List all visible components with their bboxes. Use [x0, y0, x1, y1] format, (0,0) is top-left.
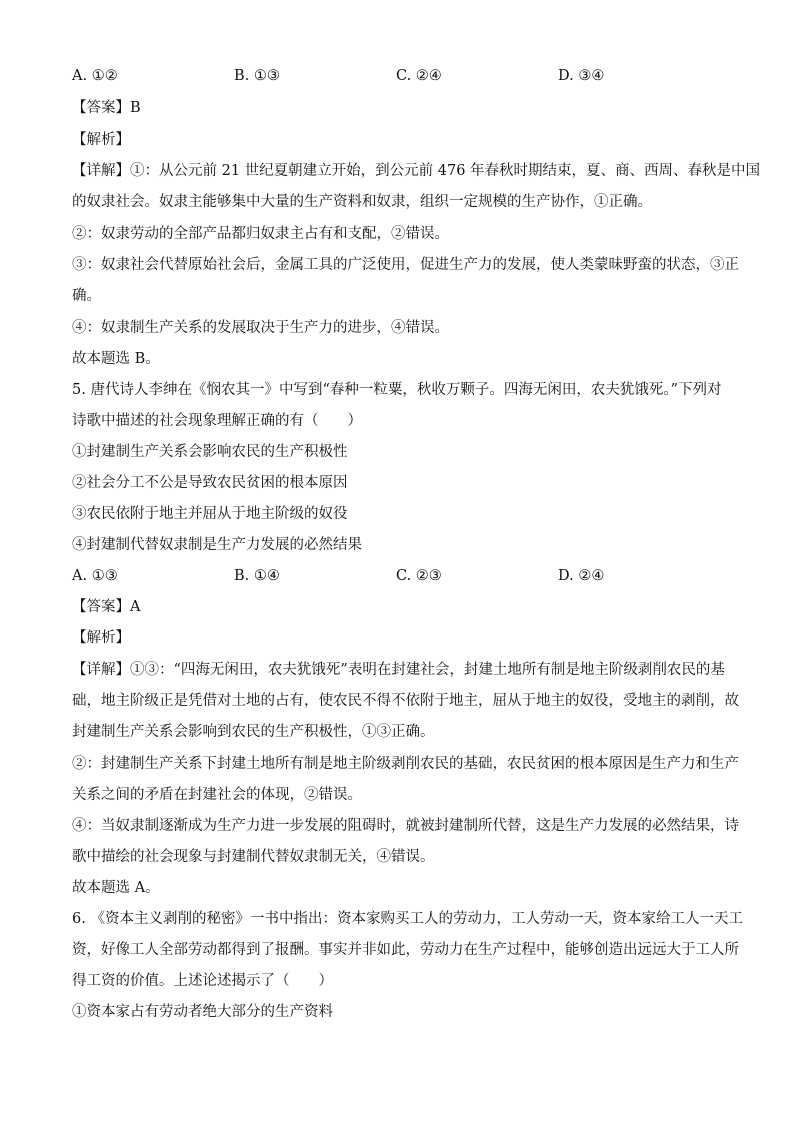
- q4-detail-line: 的奴隶社会。奴隶主能够集中大量的生产资料和奴隶，组织一定规模的生产协作，①正确。: [72, 194, 652, 210]
- q6-stem-line: 资，好像工人全部劳动都得到了报酬。事实并非如此，劳动力在生产过程中，能够创造出远远大于工人所: [72, 942, 739, 958]
- q5-detail-line: 【详解】①③：“四海无闲田，农夫犹饿死”表明在封建社会，封建土地所有制是地主阶级剥削农民的基: [72, 662, 725, 678]
- q5-analysis-heading: 【解析】: [72, 630, 130, 646]
- q4-conclusion: 故本题选 B。: [72, 351, 160, 367]
- q5-item: ④封建制代替奴隶制是生产力发展的必然结果: [72, 537, 362, 553]
- q5-option-c: C. ②③: [396, 568, 442, 584]
- q4-option-b: B. ①③: [234, 68, 280, 84]
- q5-item: ③农民依附于地主并屈从于地主阶级的奴役: [72, 506, 348, 522]
- q6-item: ①资本家占有劳动者绝大部分的生产资料: [72, 1004, 333, 1020]
- q4-answer: 【答案】B: [72, 100, 141, 116]
- q5-option-d: D. ②④: [558, 568, 605, 584]
- q4-option-c: C. ②④: [396, 68, 442, 84]
- q4-detail-line: ③：奴隶社会代替原始社会后，金属工具的广泛使用，促进生产力的发展，使人类蒙昧野蛮的状态，③正: [72, 257, 739, 273]
- q5-detail-line: ④：当奴隶制逐渐成为生产力进一步发展的阻碍时，就被封建制所代替，这是生产力发展的必然结果，诗: [72, 818, 739, 834]
- q5-item: ②社会分工不公是导致农民贫困的根本原因: [72, 475, 348, 491]
- q5-stem-line: 5. 唐代诗人李绅在《悯农其一》中写到“春种一粒粟，秋收万颗子。四海无闲田，农夫犹饿死。”下列对: [72, 382, 722, 398]
- q5-option-a: A. ①③: [72, 568, 118, 584]
- q4-analysis-heading: 【解析】: [72, 132, 130, 148]
- q4-detail-line: 【详解】①：从公元前 21 世纪夏朝建立开始，到公元前 476 年春秋时期结束，夏、商、西周、春秋是中国: [72, 163, 761, 179]
- q4-detail-line: ②：奴隶劳动的全部产品都归奴隶主占有和支配，②错误。: [72, 226, 449, 242]
- q5-stem-line: 诗歌中描述的社会现象理解正确的有（ ）: [72, 413, 362, 429]
- q5-answer: 【答案】A: [72, 599, 141, 615]
- q4-detail-line: 确。: [72, 288, 101, 304]
- q6-stem-line: 6. 《资本主义剥削的秘密》一书中指出：资本家购买工人的劳动力，工人劳动一天，资本家给工人一天工: [72, 911, 743, 927]
- q5-detail-line: 歌中描绘的社会现象与封建制代替奴隶制无关，④错误。: [72, 849, 435, 865]
- q5-conclusion: 故本题选 A。: [72, 880, 160, 896]
- q5-detail-line: 封建制生产关系会影响到农民的生产积极性，①③正确。: [72, 724, 435, 740]
- q5-item: ①封建制生产关系会影响农民的生产积极性: [72, 444, 348, 460]
- q5-detail-line: 关系之间的矛盾在封建社会的体现，②错误。: [72, 787, 362, 803]
- q5-detail-line: ②：封建制生产关系下封建土地所有制是地主阶级剥削农民的基础，农民贫困的根本原因是生产力和生产: [72, 756, 739, 772]
- q6-stem-line: 得工资的价值。上述论述揭示了（ ）: [72, 973, 333, 989]
- q5-detail-line: 础，地主阶级正是凭借对土地的占有，使农民不得不依附于地主，屈从于地主的奴役，受地主的剥削，故: [72, 693, 739, 709]
- q4-option-d: D. ③④: [558, 68, 605, 84]
- q5-option-b: B. ①④: [234, 568, 280, 584]
- q4-option-a: A. ①②: [72, 68, 118, 84]
- q4-detail-line: ④：奴隶制生产关系的发展取决于生产力的进步，④错误。: [72, 320, 449, 336]
